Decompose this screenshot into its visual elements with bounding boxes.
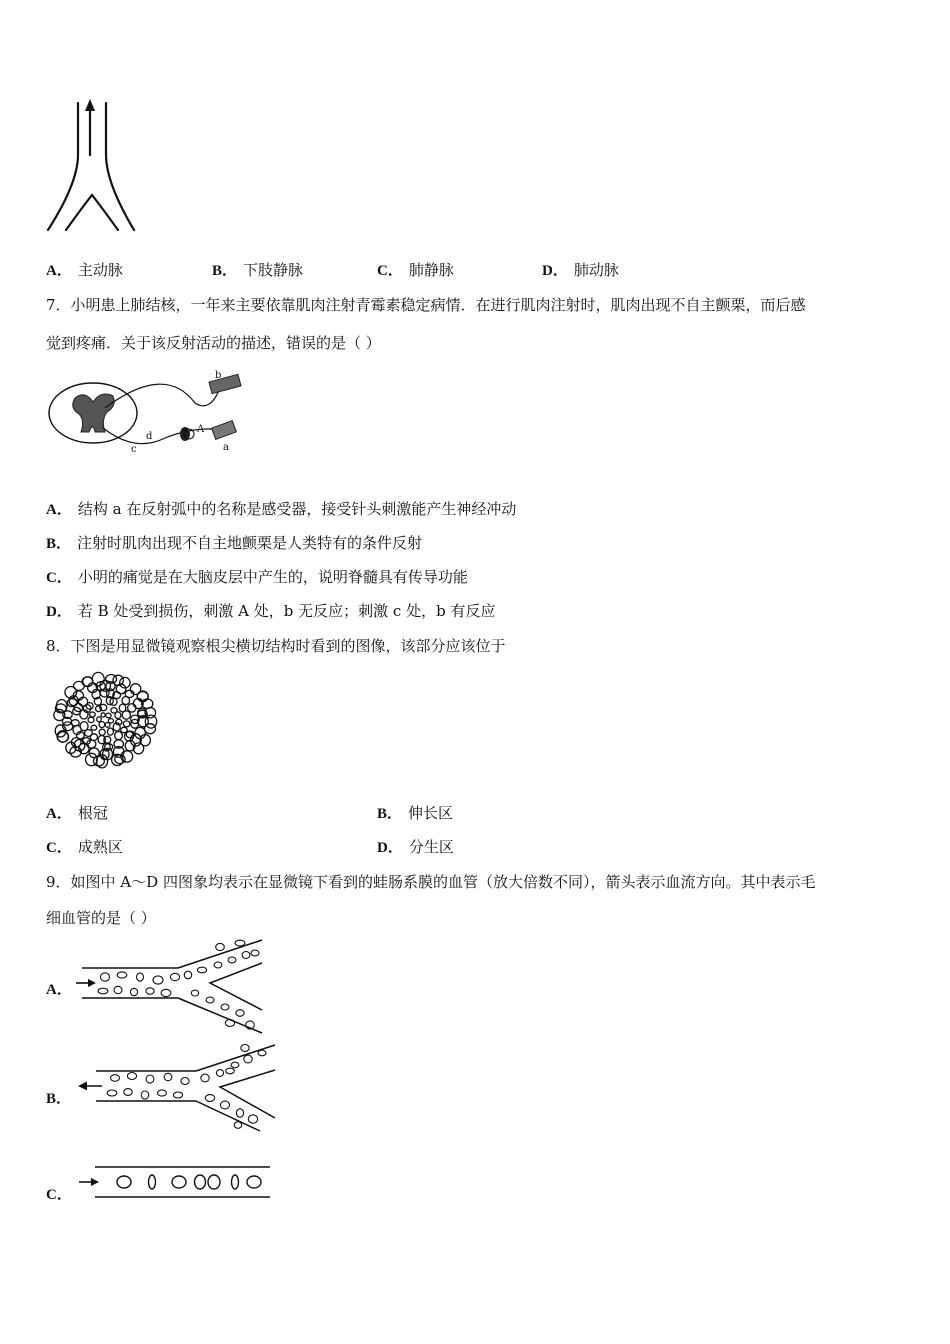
q8-option-c[interactable]: C． 成熟区 bbox=[46, 838, 123, 856]
reflex-label-d: d bbox=[146, 431, 153, 442]
reflex-arc-figure bbox=[45, 368, 255, 468]
q6-option-d[interactable]: D． 肺动脉 bbox=[542, 261, 619, 279]
reflex-label-A: A bbox=[197, 424, 205, 435]
q9-label-b[interactable]: B． bbox=[46, 1091, 72, 1107]
reflex-label-B: B bbox=[182, 428, 190, 439]
q7-option-b[interactable]: B． 注射时肌肉出现不自主地颤栗是人类特有的条件反射 bbox=[46, 534, 423, 552]
q6-option-c[interactable]: C． 肺静脉 bbox=[377, 261, 454, 279]
q9-stem-line2: 细血管的是（ ） bbox=[46, 909, 156, 927]
reflex-label-a: a bbox=[223, 442, 229, 453]
q6-option-a[interactable]: A． 主动脉 bbox=[46, 261, 123, 279]
q6-option-b[interactable]: B． 下肢静脉 bbox=[212, 261, 304, 279]
q9-stem-line1: 9．如图中 A～D 四图象均表示在显微镜下看到的蛙肠系膜的血管（放大倍数不同），箭头表示血流方向。其中表示毛 bbox=[46, 873, 816, 891]
vessel-merge-figure bbox=[40, 95, 150, 240]
root-cross-section-figure bbox=[50, 668, 180, 778]
vessel-figure-b bbox=[70, 1043, 280, 1138]
q7-stem-line1: 7．小明患上肺结核，一年来主要依靠肌肉注射青霉素稳定病情．在进行肌肉注射时，肌肉出现不自主颤栗，而后感 bbox=[46, 296, 806, 314]
q9-label-c[interactable]: C． bbox=[46, 1187, 72, 1203]
q8-option-a[interactable]: A． 根冠 bbox=[46, 804, 108, 822]
q7-option-d[interactable]: D． 若 B 处受到损伤，刺激 A 处，b 无反应；刺激 c 处，b 有反应 bbox=[46, 602, 496, 620]
q8-option-d[interactable]: D． 分生区 bbox=[377, 838, 454, 856]
vessel-figure-a bbox=[70, 935, 270, 1035]
vessel-figure-c bbox=[75, 1162, 275, 1202]
q7-option-c[interactable]: C． 小明的痛觉是在大脑皮层中产生的，说明脊髓具有传导功能 bbox=[46, 568, 468, 586]
q7-option-a[interactable]: A． 结构 a 在反射弧中的名称是感受器，接受针头刺激能产生神经冲动 bbox=[46, 500, 517, 518]
reflex-label-c: c bbox=[131, 444, 137, 455]
q8-stem-line1: 8．下图是用显微镜观察根尖横切结构时看到的图像，该部分应该位于 bbox=[46, 637, 506, 655]
q7-stem-line2: 觉到疼痛．关于该反射活动的描述，错误的是（ ） bbox=[46, 334, 381, 352]
q9-label-a[interactable]: A． bbox=[46, 982, 72, 998]
reflex-label-b: b bbox=[215, 370, 222, 381]
q8-option-b[interactable]: B． 伸长区 bbox=[377, 804, 454, 822]
